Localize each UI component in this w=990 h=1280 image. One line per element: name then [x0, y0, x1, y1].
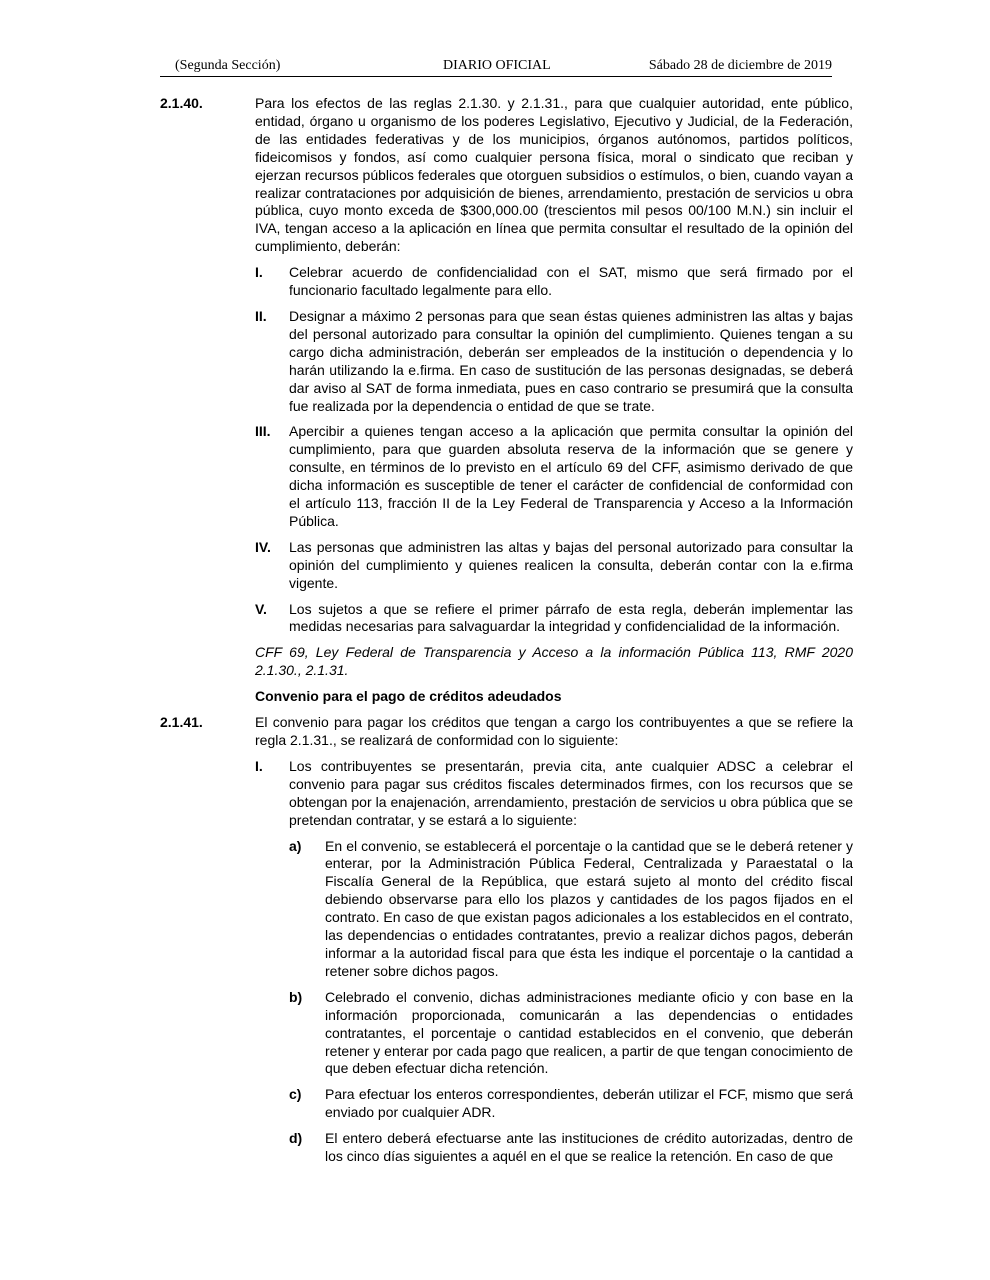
item-text: Los contribuyentes se presentarán, previa cita, ante cualquier ADSC a celebrar el convenio para pagar sus créditos fiscales determinados firmes, con los recursos que se obtengan por la enajenación, arrendamiento, prestación de servicios u obra pública que se pretendan contratar, y se estará a lo siguiente: [289, 757, 853, 828]
rule-2-1-41 [160, 714, 853, 1166]
sub-item-text: El entero deberá efectuarse ante las instituciones de crédito autorizadas, dentro de los cinco días siguientes a aquél en el que se realice la retención. En caso de que [325, 1130, 853, 1165]
sub-item-text: En el convenio, se establecerá el porcentaje o la cantidad que se le deberá retener y enterar, por la Administración Pública Federal, Centralizada y Paraestatal o la Fiscalía General de la República, que estará sujeto al monto del crédito fiscal debiendo observarse para ello los plazos y cantidades de los pagos fijados en el contrato. En caso de que existan pagos adicionales a los establecidos en el contrato, las dependencias o entidades contratantes, previo a realizar dichos pagos, deberán informar a la autoridad fiscal para que ésta les indique el porcentaje o la cantidad a retener sobre dichos pagos. [325, 837, 853, 979]
item-mark: I. [255, 264, 263, 281]
item-text: Los sujetos a que se refiere el primer párrafo de esta regla, deberán implementar las medidas necesarias para salvaguardar la integridad y confidencialidad de la información. [289, 600, 853, 635]
sub-item-text: Celebrado el convenio, dichas administraciones mediante oficio y con base en la información proporcionada, comunicarán a las dependencias o entidades contratantes, el porcentaje o cantidad establecidos en el convenio, que deberán retener y enterar por cada pago que realicen, a partir de que tengan conocimiento de que deben efectuar dicha retención. [325, 988, 853, 1077]
header-publication: DIARIO OFICIAL [443, 58, 551, 73]
list-item-III [255, 423, 853, 530]
section-title: Convenio para el pago de créditos adeudados [255, 688, 562, 705]
item-mark: IV. [255, 538, 271, 555]
list-item-V [255, 601, 853, 637]
sub-item-text: Para efectuar los enteros correspondientes, deberán utilizar el FCF, mismo que será enviado por cualquier ADR. [325, 1086, 853, 1121]
page-header [160, 58, 832, 77]
item-text: Designar a máximo 2 personas para que sean éstas quienes administren las altas y bajas del personal autorizado para consultar la opinión del cumplimiento. Quienes tengan a su cargo dicha administración, deberán ser empleados de la institución o dependencia y lo harán utilizando la e.firma. En caso de sustitución de las personas designadas, se deberá dar aviso al SAT de forma inmediata, pues en caso contrario se presumirá que la consulta fue realizada por la dependencia o entidad de que se trate. [289, 307, 853, 414]
sub-item-b [289, 989, 853, 1079]
rule-number: 2.1.40. [160, 95, 203, 111]
rule-intro: Para los efectos de las reglas 2.1.30. y 2.1.31., para que cualquier autoridad, ente público, entidad, órgano u organismo de los poderes Legislativo, Ejecutivo y Judicial, de la Federación, de las entidades federativas y de los municipios, órganos autónomos, partidos políticos, fideicomisos y fondos, así como cualquier persona física, moral o sindicato que reciban y ejerzan recursos públicos federales que otorguen subsidios o estímulos, o bien, cuando vayan a realizar contrataciones por adquisición de bienes, arrendamiento, prestación de servicios u obra pública, cuyo monto exceda de $300,000.00 (trescientos mil pesos 00/100 M.N.) sin incluir el IVA, tengan acceso a la aplicación en línea que permita consultar el resultado de la opinión del cumplimiento, deberán: [255, 95, 853, 255]
list-item-I [255, 264, 853, 300]
header-date: Sábado 28 de diciembre de 2019 [648, 58, 832, 73]
list-item-IV [255, 539, 853, 593]
item-mark: I. [255, 757, 263, 774]
sub-item-mark: a) [289, 837, 302, 854]
sub-item-mark: b) [289, 988, 303, 1005]
sub-item-mark: c) [289, 1086, 302, 1103]
item-mark: V. [255, 600, 267, 617]
sub-list [289, 838, 853, 1166]
sub-item-c [289, 1086, 853, 1122]
document-body [160, 95, 853, 1174]
item-mark: III. [255, 423, 271, 440]
item-text: Las personas que administren las altas y bajas del personal autorizado para consultar la opinión del cumplimiento y quienes realicen la consulta, deberán contar con la e.firma vigente. [289, 538, 853, 591]
rule-2-1-40 [160, 95, 853, 636]
list-item-I [255, 758, 853, 1166]
item-text: Celebrar acuerdo de confidencialidad con el SAT, mismo que será firmado por el funcionario facultado legalmente para ello. [289, 264, 853, 299]
list-item-II [255, 308, 853, 415]
sub-item-a [289, 838, 853, 981]
rule-number: 2.1.41. [160, 714, 203, 731]
item-mark: II. [255, 307, 267, 324]
header-section: (Segunda Sección) [175, 58, 281, 73]
sub-item-mark: d) [289, 1130, 303, 1147]
legal-references: CFF 69, Ley Federal de Transparencia y Acceso a la información Pública 113, RMF 2020 2.1.30., 2.1.31. [255, 644, 853, 679]
sub-item-d [289, 1130, 853, 1166]
rule-intro: El convenio para pagar los créditos que tengan a cargo los contribuyentes a que se refiere la regla 2.1.31., se realizará de conformidad con lo siguiente: [255, 714, 853, 748]
item-text: Apercibir a quienes tengan acceso a la aplicación que permita consultar la opinión del cumplimiento, para que guarden absoluta reserva de la información que se genere y consulte, en términos de lo previsto en el artículo 69 del CFF, asimismo derivado de que dicha información es susceptible de tener el carácter de confidencial de conformidad con el artículo 113, fracción II de la Ley Federal de Transparencia y Acceso a la Información Pública. [289, 423, 853, 529]
